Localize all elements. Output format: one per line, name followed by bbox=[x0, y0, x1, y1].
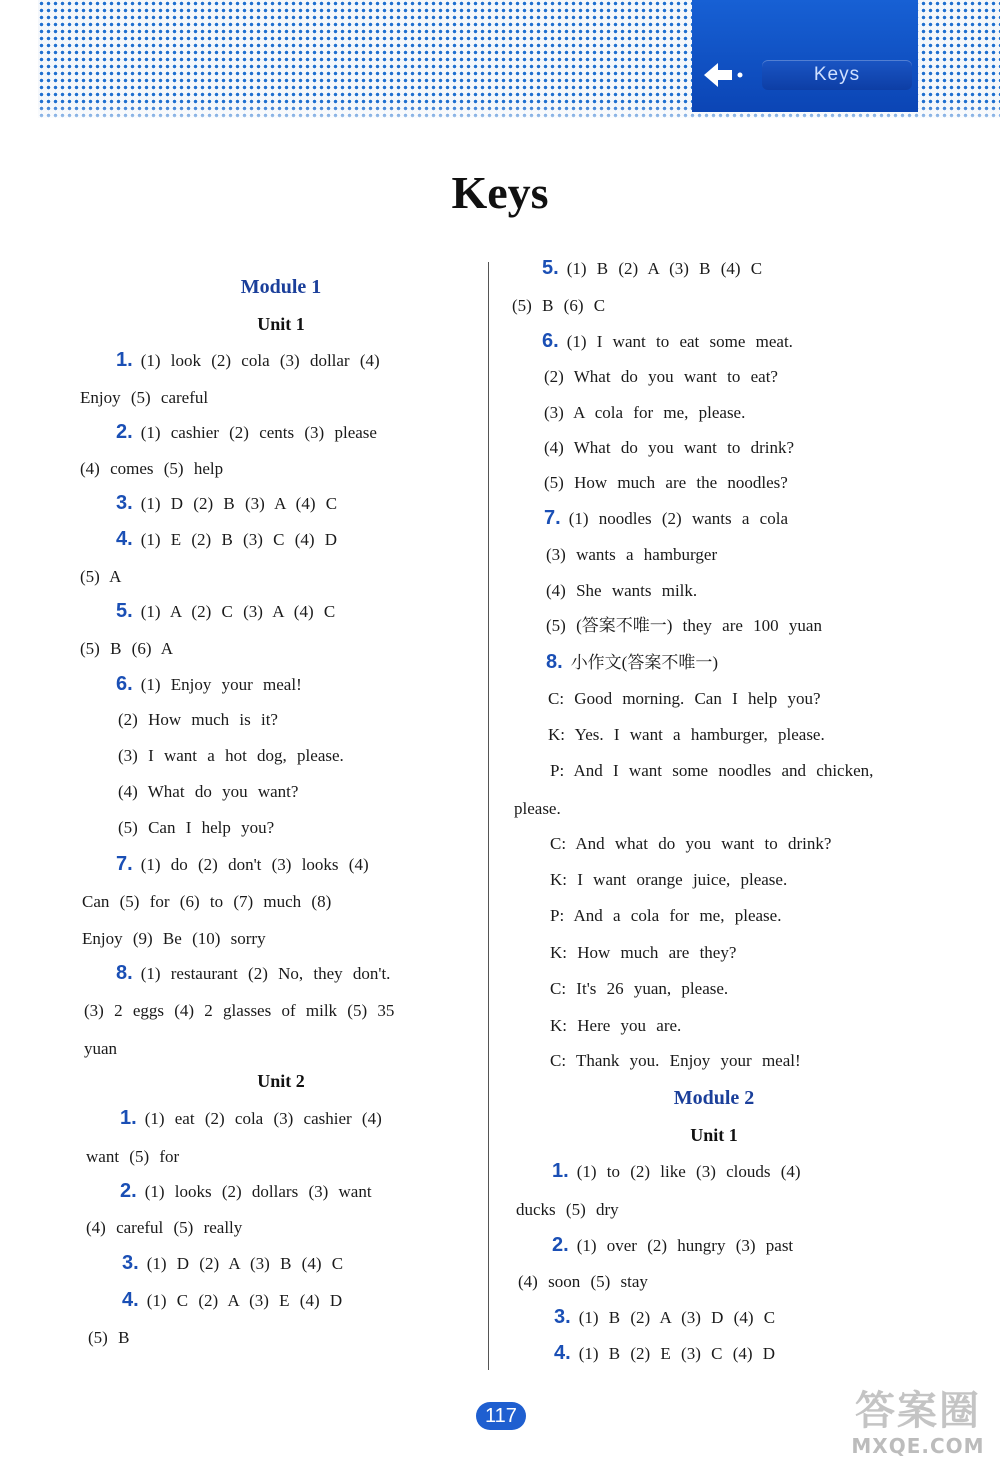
question-number: 1. bbox=[552, 1160, 569, 1182]
answer-line: C: Good morning. Can I help you? bbox=[548, 689, 821, 708]
answer-line: (3) I want a hot dog, please. bbox=[118, 746, 344, 765]
answer-line: Enjoy (5) careful bbox=[80, 388, 209, 407]
answer-line: please. bbox=[514, 799, 561, 818]
answer-line: (5) (答案不唯一) they are 100 yuan bbox=[546, 616, 822, 635]
answer-line: (5) B (6) C bbox=[512, 296, 606, 315]
answer-line: K: How much are they? bbox=[550, 943, 737, 962]
answer-line: 6. (1) Enjoy your meal! bbox=[116, 673, 302, 695]
answer-line: 2. (1) over (2) hungry (3) past bbox=[552, 1234, 794, 1256]
answer-line: (5) A bbox=[80, 567, 122, 586]
answer-line: 1. (1) eat (2) cola (3) cashier (4) bbox=[120, 1107, 382, 1129]
answer-line: (5) B bbox=[88, 1328, 130, 1347]
answer-line: 7. (1) noodles (2) wants a cola bbox=[544, 507, 788, 529]
answer-line: 3. (1) D (2) A (3) B (4) C bbox=[122, 1252, 344, 1274]
answer-line: want (5) for bbox=[86, 1147, 180, 1166]
answer-line: 2. (1) looks (2) dollars (3) want bbox=[120, 1180, 372, 1202]
question-number: 1. bbox=[120, 1107, 137, 1129]
answer-line: 4. (1) B (2) E (3) C (4) D bbox=[554, 1342, 776, 1364]
answer-line: yuan bbox=[84, 1039, 118, 1058]
page-number: 117 bbox=[476, 1402, 526, 1430]
answer-line: C: And what do you want to drink? bbox=[550, 834, 832, 853]
answer-line: 8. (1) restaurant (2) No, they don't. bbox=[116, 962, 391, 984]
question-number: 5. bbox=[116, 600, 133, 622]
left-column bbox=[80, 0, 482, 1476]
answer-line: (2) How much is it? bbox=[118, 710, 278, 729]
question-number: 3. bbox=[122, 1252, 139, 1274]
answer-line: P: And a cola for me, please. bbox=[550, 906, 782, 925]
answer-line: 1. (1) look (2) cola (3) dollar (4) bbox=[116, 349, 380, 371]
answer-line: K: Here you are. bbox=[550, 1016, 682, 1035]
answer-line: (4) soon (5) stay bbox=[518, 1272, 648, 1291]
right-column bbox=[512, 0, 916, 1476]
answer-line: (4) careful (5) really bbox=[86, 1218, 243, 1237]
unit-heading: Unit 1 bbox=[257, 314, 305, 334]
answer-line: 4. (1) C (2) A (3) E (4) D bbox=[122, 1289, 343, 1311]
question-number: 7. bbox=[116, 853, 133, 875]
answer-line: 8. 小作文(答案不唯一) bbox=[546, 651, 719, 673]
site-watermark: 答案圈 MXQE.COM bbox=[851, 1388, 985, 1458]
answer-line: 5. (1) B (2) A (3) B (4) C bbox=[542, 257, 763, 279]
answer-line: ducks (5) dry bbox=[516, 1200, 619, 1219]
question-number: 5. bbox=[542, 257, 559, 279]
question-number: 6. bbox=[542, 330, 559, 352]
answer-line: (5) B (6) A bbox=[80, 639, 174, 658]
question-number: 2. bbox=[116, 421, 133, 443]
answer-line: 2. (1) cashier (2) cents (3) please bbox=[116, 421, 377, 443]
answer-line: K: I want orange juice, please. bbox=[550, 870, 788, 889]
question-number: 1. bbox=[116, 349, 133, 371]
answer-line: (5) Can I help you? bbox=[118, 818, 275, 837]
answer-line: 3. (1) D (2) B (3) A (4) C bbox=[116, 492, 338, 514]
question-number: 4. bbox=[554, 1342, 571, 1364]
page-title: Keys bbox=[451, 167, 549, 218]
question-number: 6. bbox=[116, 673, 133, 695]
question-number: 8. bbox=[546, 651, 563, 673]
question-number: 3. bbox=[554, 1306, 571, 1328]
question-number: 7. bbox=[544, 507, 561, 529]
answer-line: (4) She wants milk. bbox=[546, 581, 698, 600]
answer-line: (4) comes (5) help bbox=[80, 459, 224, 478]
question-number: 4. bbox=[116, 528, 133, 550]
answer-line: Can (5) for (6) to (7) much (8) bbox=[82, 892, 332, 911]
answer-line: (2) What do you want to eat? bbox=[544, 367, 778, 386]
answer-line: Enjoy (9) Be (10) sorry bbox=[82, 929, 266, 948]
answer-line: 6. (1) I want to eat some meat. bbox=[542, 330, 793, 352]
answer-line: K: Yes. I want a hamburger, please. bbox=[548, 725, 825, 744]
answer-line: (4) What do you want to drink? bbox=[544, 438, 795, 457]
answer-line: 4. (1) E (2) B (3) C (4) D bbox=[116, 528, 338, 550]
question-number: 2. bbox=[552, 1234, 569, 1256]
question-number: 4. bbox=[122, 1289, 139, 1311]
unit-heading: Unit 1 bbox=[690, 1125, 738, 1145]
question-number: 8. bbox=[116, 962, 133, 984]
module-heading: Module 1 bbox=[240, 276, 322, 298]
answer-line: (5) How much are the noodles? bbox=[544, 473, 788, 492]
answer-line: 1. (1) to (2) like (3) clouds (4) bbox=[552, 1160, 801, 1182]
answer-line: (3) wants a hamburger bbox=[546, 545, 718, 564]
answer-line: C: It's 26 yuan, please. bbox=[550, 979, 729, 998]
answer-line: (3) 2 eggs (4) 2 glasses of milk (5) 35 bbox=[84, 1001, 395, 1020]
keys-tab-label: Keys bbox=[762, 60, 912, 90]
module-heading: Module 2 bbox=[673, 1087, 755, 1109]
answer-line: 5. (1) A (2) C (3) A (4) C bbox=[116, 600, 336, 622]
question-number: 3. bbox=[116, 492, 133, 514]
answer-line: (3) A cola for me, please. bbox=[544, 403, 746, 422]
answer-line: P: And I want some noodles and chicken, bbox=[550, 761, 874, 780]
unit-heading: Unit 2 bbox=[257, 1071, 305, 1091]
answer-line: 3. (1) B (2) A (3) D (4) C bbox=[554, 1306, 776, 1328]
answer-line: (4) What do you want? bbox=[118, 782, 299, 801]
column-divider bbox=[488, 262, 489, 1370]
answer-line: 7. (1) do (2) don't (3) looks (4) bbox=[116, 853, 369, 875]
answer-line: C: Thank you. Enjoy your meal! bbox=[550, 1051, 801, 1070]
question-number: 2. bbox=[120, 1180, 137, 1202]
